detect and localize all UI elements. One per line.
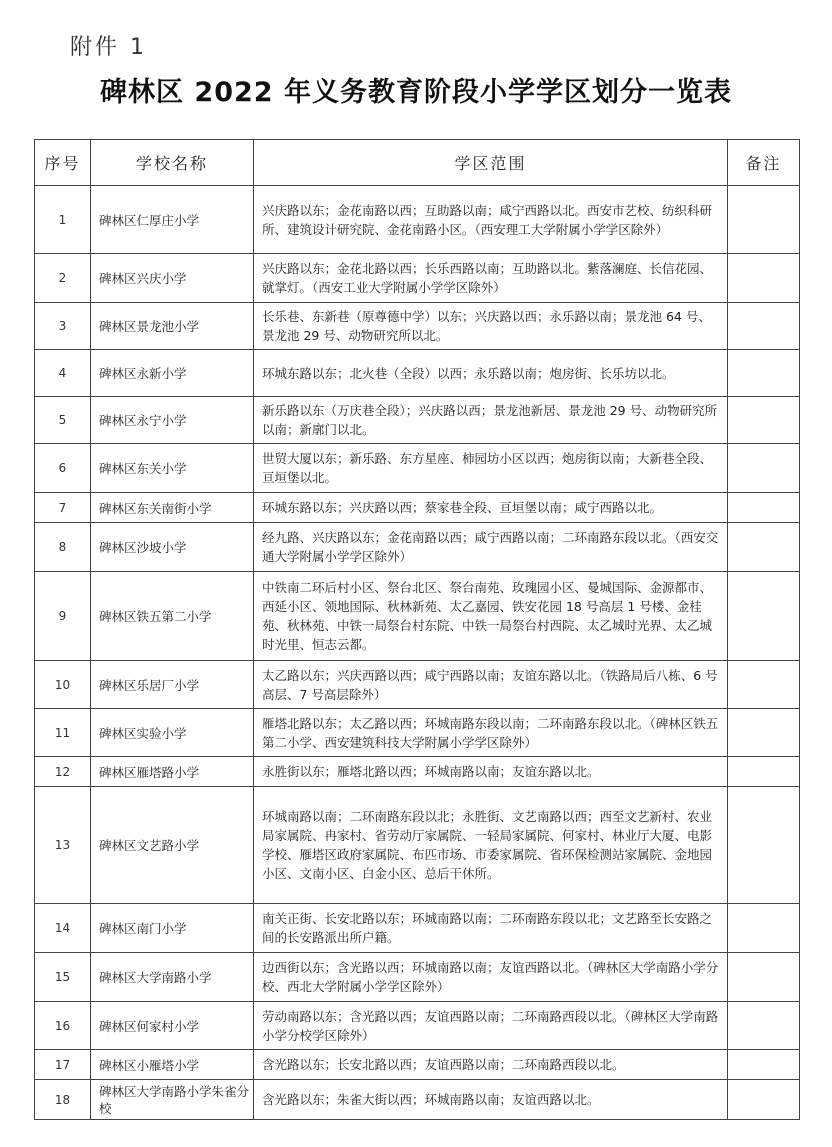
row-index: 8: [35, 523, 91, 572]
row-index: 16: [35, 1002, 91, 1050]
document-title: 碑林区 2022 年义务教育阶段小学学区划分一览表: [100, 77, 732, 108]
row-school: 碑林区东关南街小学: [91, 493, 254, 523]
row-range: 环城东路以东；北火巷（全段）以西；永乐路以南；炮房街、长乐坊以北。: [254, 350, 728, 397]
row-remark: [728, 572, 800, 661]
table-row: [35, 397, 800, 444]
row-school: 碑林区沙坡小学: [91, 523, 254, 572]
row-range: 经九路、兴庆路以东；金花南路以西；咸宁西路以南；二环南路东段以北。（西安交通大学附属小学学区除外）: [254, 523, 728, 572]
row-school: 碑林区乐居厂小学: [91, 661, 254, 709]
row-school: 碑林区东关小学: [91, 444, 254, 493]
row-remark: [728, 709, 800, 757]
table-row: [35, 1080, 800, 1120]
row-school: 碑林区南门小学: [91, 904, 254, 953]
row-index: 15: [35, 953, 91, 1002]
table-row: [35, 1002, 800, 1050]
row-index: 3: [35, 303, 91, 350]
row-range: 含光路以东；朱雀大街以西；环城南路以南；友谊西路以北。: [254, 1080, 728, 1120]
row-school: 碑林区何家村小学: [91, 1002, 254, 1050]
row-school: 碑林区文艺路小学: [91, 787, 254, 904]
row-remark: [728, 397, 800, 444]
row-range: 劳动南路以东；含光路以西；友谊西路以南；二环南路西段以北。（碑林区大学南路小学分校学区除外）: [254, 1002, 728, 1050]
row-remark: [728, 186, 800, 254]
row-range: 边西街以东；含光路以西；环城南路以南；友谊西路以北。（碑林区大学南路小学分校、西北大学附属小学学区除外）: [254, 953, 728, 1002]
header-school: 学校名称: [91, 140, 254, 186]
school-district-table: [34, 139, 800, 1120]
row-index: 4: [35, 350, 91, 397]
row-range: 世贸大厦以东；新乐路、东方星座、柿园坊小区以西；炮房街以南；大新巷全段、亘垣堡以北。: [254, 444, 728, 493]
header-index: 序号: [35, 140, 91, 186]
row-range: 雁塔北路以东；太乙路以西；环城南路东段以南；二环南路东段以北。（碑林区铁五第二小学、西安建筑科技大学附属小学学区除外）: [254, 709, 728, 757]
table-row: [35, 493, 800, 523]
row-index: 13: [35, 787, 91, 904]
row-school: 碑林区实验小学: [91, 709, 254, 757]
table-row: [35, 444, 800, 493]
table-row: [35, 904, 800, 953]
row-remark: [728, 303, 800, 350]
row-remark: [728, 904, 800, 953]
row-remark: [728, 1050, 800, 1080]
table-row: [35, 953, 800, 1002]
row-remark: [728, 787, 800, 904]
table-row: [35, 523, 800, 572]
row-range: 环城东路以东；兴庆路以西；蔡家巷全段、亘垣堡以南；咸宁西路以北。: [254, 493, 728, 523]
row-range: 南关正街、长安北路以东；环城南路以南；二环南路东段以北；文艺路至长安路之间的长安路派出所户籍。: [254, 904, 728, 953]
row-index: 9: [35, 572, 91, 661]
row-range: 永胜街以东；雁塔北路以西；环城南路以南；友谊东路以北。: [254, 757, 728, 787]
row-index: 14: [35, 904, 91, 953]
row-school: 碑林区永新小学: [91, 350, 254, 397]
table-row: [35, 787, 800, 904]
attachment-label: 附件 1: [70, 35, 147, 60]
row-index: 12: [35, 757, 91, 787]
table-row: [35, 1050, 800, 1080]
table-row: [35, 303, 800, 350]
header-range: 学区范围: [254, 140, 728, 186]
row-index: 2: [35, 254, 91, 303]
row-range: 环城南路以南；二环南路东段以北；永胜街、文艺南路以西；西至文艺新村、农业局家属院、冉家村、省劳动厅家属院、一轻局家属院、何家村、林业厅大厦、电影学校、雁塔区政府家属院、布匹市场、市委家属院、省环保检测站家属院、金地园小区、文南小区、白金小区、总后干休所。: [254, 787, 728, 904]
row-school: 碑林区仁厚庄小学: [91, 186, 254, 254]
table-header-row: [35, 140, 800, 186]
row-school: 碑林区景龙池小学: [91, 303, 254, 350]
row-school: 碑林区大学南路小学: [91, 953, 254, 1002]
row-school: 碑林区兴庆小学: [91, 254, 254, 303]
row-remark: [728, 661, 800, 709]
row-index: 1: [35, 186, 91, 254]
table-row: [35, 572, 800, 661]
row-index: 7: [35, 493, 91, 523]
row-remark: [728, 953, 800, 1002]
row-index: 18: [35, 1080, 91, 1120]
row-remark: [728, 1080, 800, 1120]
row-range: 兴庆路以东；金花南路以西；互助路以南；咸宁西路以北。西安市艺校、纺织科研所、建筑设计研究院、金花南路小区。（西安理工大学附属小学学区除外）: [254, 186, 728, 254]
table-row: [35, 757, 800, 787]
row-school: 碑林区小雁塔小学: [91, 1050, 254, 1080]
row-index: 5: [35, 397, 91, 444]
row-remark: [728, 444, 800, 493]
row-range: 新乐路以东（万庆巷全段）；兴庆路以西；景龙池新居、景龙池 29 号、动物研究所以南；新廓门以北。: [254, 397, 728, 444]
row-school: 碑林区永宁小学: [91, 397, 254, 444]
row-remark: [728, 350, 800, 397]
row-range: 太乙路以东；兴庆西路以西；咸宁西路以南；友谊东路以北。（铁路局后八栋、6 号高层、7 号高层除外）: [254, 661, 728, 709]
row-school: 碑林区大学南路小学朱雀分校: [91, 1080, 254, 1120]
row-index: 6: [35, 444, 91, 493]
table-row: [35, 709, 800, 757]
table-row: [35, 186, 800, 254]
row-remark: [728, 523, 800, 572]
table-row: [35, 350, 800, 397]
header-remark: 备注: [728, 140, 800, 186]
row-remark: [728, 1002, 800, 1050]
row-index: 11: [35, 709, 91, 757]
row-remark: [728, 254, 800, 303]
row-range: 中铁南二环后村小区、祭台北区、祭台南苑、玫瑰园小区、曼城国际、金源都市、西延小区、领地国际、秋林新苑、太乙嘉园、铁安花园 18 号高层 1 号楼、金桂苑、秋林苑、中铁一局祭台村东院、中铁一局祭台村西院、太乙城时光界、太乙城时光里、恒志云都。: [254, 572, 728, 661]
table-row: [35, 661, 800, 709]
row-range: 含光路以东；长安北路以西；友谊西路以南；二环南路西段以北。: [254, 1050, 728, 1080]
row-remark: [728, 757, 800, 787]
row-range: 长乐巷、东新巷（原尊德中学）以东；兴庆路以西；永乐路以南；景龙池 64 号、景龙池 29 号、动物研究所以北。: [254, 303, 728, 350]
row-remark: [728, 493, 800, 523]
table-row: [35, 254, 800, 303]
row-index: 10: [35, 661, 91, 709]
row-school: 碑林区铁五第二小学: [91, 572, 254, 661]
row-range: 兴庆路以东；金花北路以西；长乐西路以南；互助路以北。紫落澜庭、长信花园、就掌灯。（西安工业大学附属小学学区除外）: [254, 254, 728, 303]
row-index: 17: [35, 1050, 91, 1080]
row-school: 碑林区雁塔路小学: [91, 757, 254, 787]
